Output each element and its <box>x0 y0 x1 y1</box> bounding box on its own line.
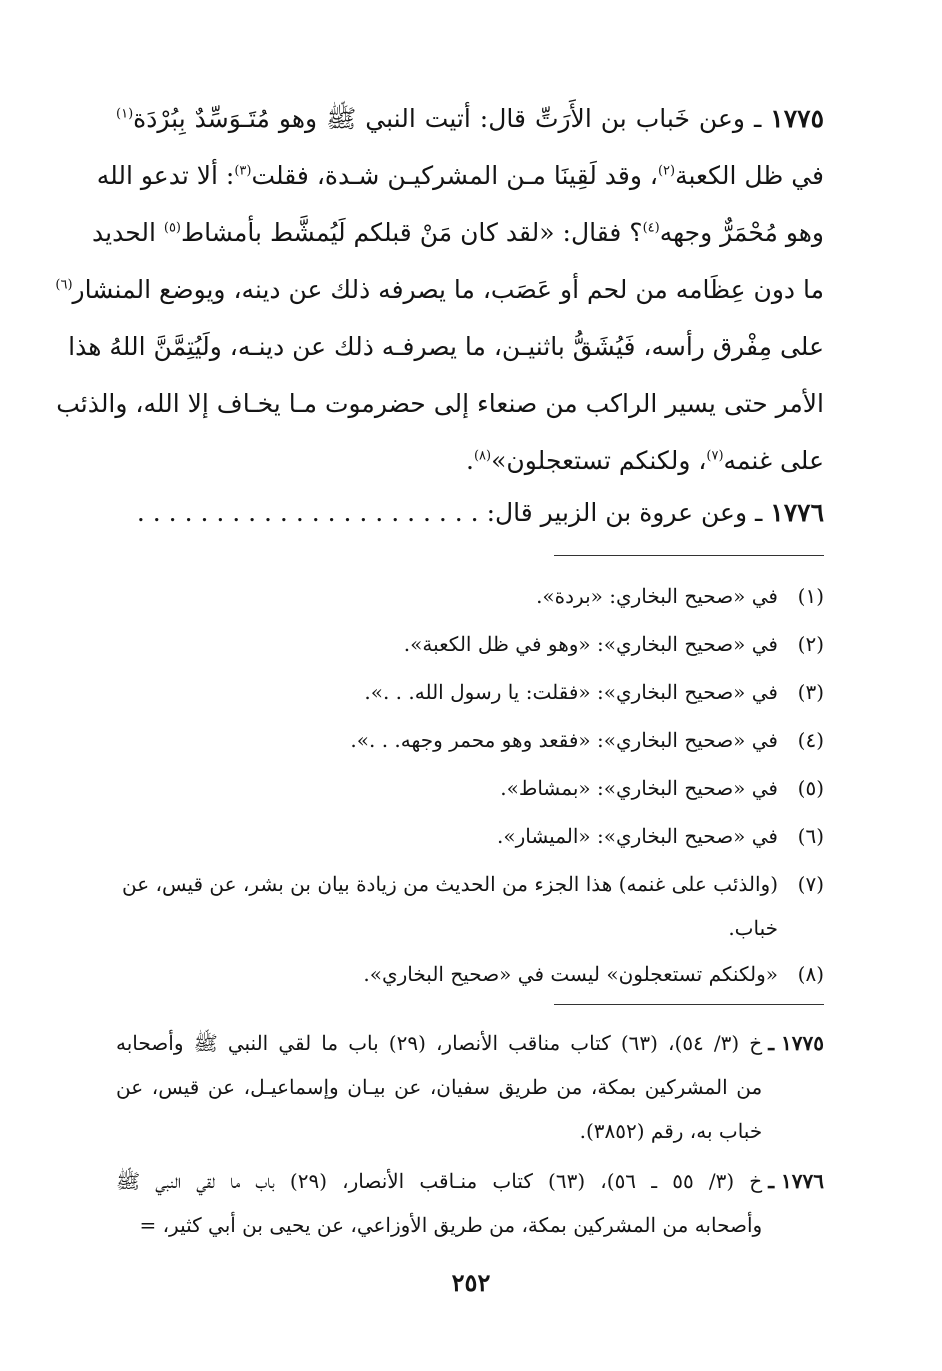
footnote-divider <box>554 555 824 556</box>
footnote <box>116 862 824 950</box>
footnote-number: (٧) <box>797 872 824 896</box>
source-text: خ (٣/ ٥٤)، (٦٣) كتاب مناقب الأنصار، (٢٩) باب ما لقي النبي ﷺ وأصحابه من المشركين بمكة، من طريق سفيان، عن بيـان وإسماعيـل، عن قيس، عن خباب به، رقم (٣٨٥٢). <box>116 1031 763 1143</box>
hadith-line: الأمر حتى يسير الراكب من صنعاء إلى حضرموت مـا يخـاف إلا الله، والذئب <box>56 389 824 418</box>
page-number: ٢٥٢ <box>451 1268 491 1297</box>
source-number: ١٧٧٦ ـ <box>768 1169 824 1193</box>
footnote <box>116 716 824 764</box>
footnote-text: في «صحيح البخاري»: «فقعد وهو محمر وجهه. . .». <box>350 728 778 752</box>
footnote-marker: (٧) <box>706 448 724 464</box>
footnote-text: «ولكنكم تستعجلون» ليست في «صحيح البخاري». <box>363 962 778 986</box>
footnote-text: في «صحيح البخاري»: «وهو في ظل الكعبة». <box>403 632 778 656</box>
source-text: خ (٣/ ٥٥ ـ ٥٦)، (٦٣) كتاب منـاقب الأنصار، (٢٩) باب ما لقي النبي ﷺ وأصحابه من المشركين بمكة، من طريق الأوزاعي، عن يحيى بن أبي كثير، = <box>116 1169 763 1237</box>
hadith-line: في ظل الكعبة$^{(٢)}$، وقد لَقِينَا مـن المشركيـن شـدة، فقلت$^{(٣)}$: ألا تدعو الله <box>96 161 824 190</box>
continuation-dots: . . . . . . . . . . . . . . . . . . . . . . <box>136 498 479 527</box>
footnote-number: (٣) <box>797 680 824 704</box>
footnote <box>116 950 824 998</box>
hadith-line: ما دون عِظَامه من لحم أو عَصَب، ما يصرفه ذلك عن دينه، ويوضع المنشار$^{(٦)}$ <box>55 275 824 304</box>
hadith-1775 <box>55 90 824 489</box>
footnote-number: (٨) <box>797 962 824 986</box>
footnote-text: (والذئب على غنمه) هذا الجزء من الحديث من زيادة بيان بن بشر، عن قيس، عن خباب. <box>121 872 778 940</box>
footnote-number: (٢) <box>797 632 824 656</box>
hadith-line: على غنمه$^{(٧)}$، ولكنكم تستعجلون»$^{(٨)}$. <box>466 446 824 475</box>
hadith-line: على مِفْرق رأسه، فَيُشَقُّ باثنيـن، ما يصرفـه ذلك عن دينـه، ولَيُتِمَّنَّ اللهُ هذا <box>68 332 824 361</box>
hadith-number: ١٧٧٦ <box>770 498 824 527</box>
footnote-text: في «صحيح البخاري»: «بمشاط». <box>500 776 778 800</box>
source-number: ١٧٧٥ ـ <box>768 1031 824 1055</box>
footnote-marker: (٦) <box>55 277 73 293</box>
sources-divider <box>554 1004 824 1005</box>
footnote-number: (٥) <box>797 776 824 800</box>
source-entry <box>116 1159 824 1247</box>
footnote-marker: (٥) <box>163 220 181 236</box>
footnote-number: (٦) <box>797 824 824 848</box>
footnote-marker: (٣) <box>234 163 252 179</box>
footnote <box>116 572 824 620</box>
footnote-text: في «صحيح البخاري»: «الميشار». <box>496 824 778 848</box>
footnote-number: (١) <box>797 584 824 608</box>
footnote-number: (٤) <box>797 728 824 752</box>
hadith-line: وهو مُحْمَرٌّ وجهه$^{(٤)}$؟ فقال: «لقد كان مَنْ قبلكم لَيُمشَّط بأمشاط$^{(٥)}$ الحديد <box>92 218 824 247</box>
footnote <box>116 620 824 668</box>
hadith-number: ١٧٧٥ <box>770 104 824 133</box>
footnote <box>116 812 824 860</box>
source-references <box>116 1021 824 1247</box>
footnote-text: في «صحيح البخاري»: «فقلت: يا رسول الله. . .». <box>364 680 778 704</box>
footnote-marker: (٤) <box>642 220 660 236</box>
footnote-marker: (٨) <box>473 448 492 464</box>
footnote-text: في «صحيح البخاري: «بردة». <box>536 584 778 608</box>
hadith-line: ١٧٧٥ ـ وعن خَباب بن الأَرَتِّ قال: أتيت النبي ﷺ وهو مُتَـوَسِّدٌ بِبُرْدَة$^{(١)}$ <box>116 104 824 133</box>
hadith-text: ـ وعن عروة بن الزبير قال: <box>486 498 763 527</box>
hadith-1776 <box>116 493 824 533</box>
footnote <box>116 764 824 812</box>
footnote <box>116 668 824 716</box>
source-entry <box>116 1021 824 1153</box>
footnote-marker: (١) <box>116 106 134 122</box>
footnote-marker: (٢) <box>657 163 676 179</box>
footnotes <box>116 572 824 998</box>
